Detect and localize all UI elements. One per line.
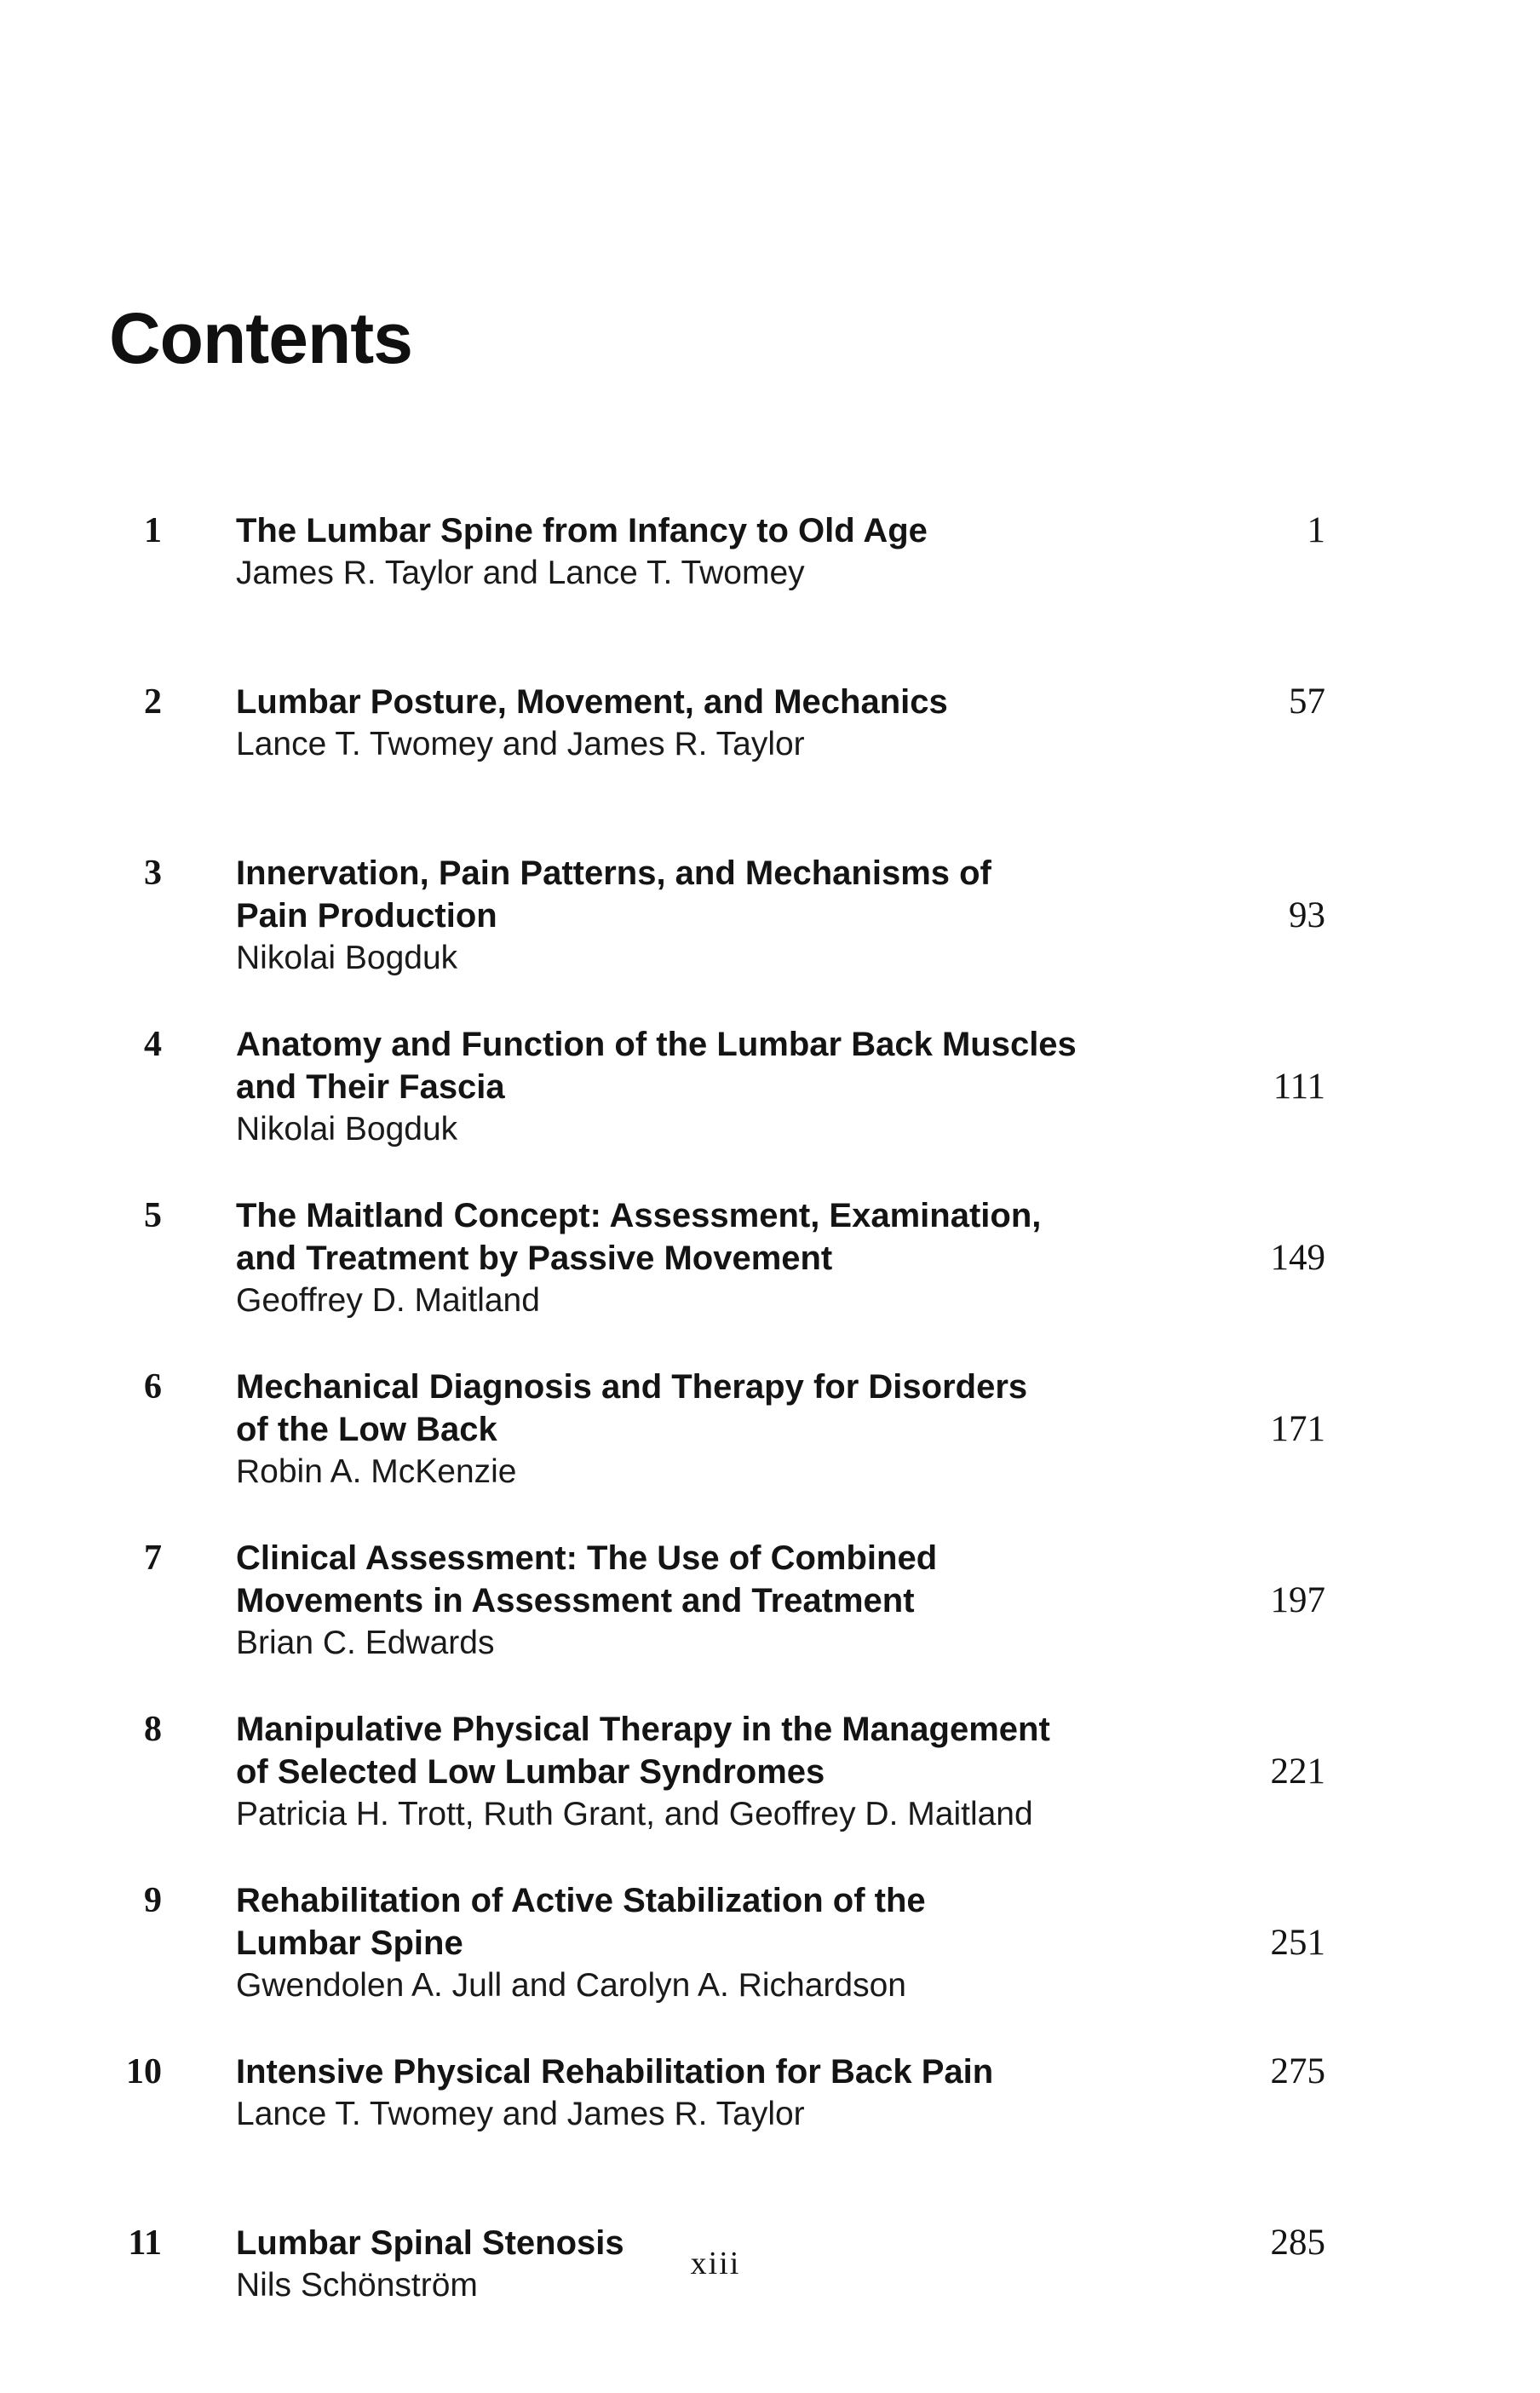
chapter-title-line: The Maitland Concept: Assessment, Examination, (236, 1197, 1042, 1234)
chapter-title-line: Rehabilitation of Active Stabilization of the (236, 1882, 926, 1919)
chapter-number: 7 (144, 1539, 162, 1578)
chapter-author: Lance T. Twomey and James R. Taylor (236, 2096, 805, 2132)
chapter-details (236, 1023, 1258, 1151)
chapter-details (236, 852, 1258, 980)
chapter-title-line: Lumbar Posture, Movement, and Mechanics (236, 683, 948, 721)
chapter-author: James R. Taylor and Lance T. Twomey (236, 555, 805, 591)
chapter-details (236, 1879, 1258, 2007)
toc-entry[interactable] (0, 509, 1540, 681)
toc-entry[interactable] (0, 1366, 1540, 1537)
chapter-number: 2 (144, 682, 162, 722)
toc-entry[interactable] (0, 852, 1540, 1023)
chapter-details (236, 1194, 1258, 1322)
chapter-details (236, 509, 1258, 595)
chapter-author: Patricia H. Trott, Ruth Grant, and Geoffrey D. Maitland (236, 1796, 1033, 1832)
toc-entry[interactable] (0, 2051, 1540, 2222)
chapter-title-line: Innervation, Pain Patterns, and Mechanisms of (236, 854, 991, 892)
chapter-details (236, 681, 1258, 766)
chapter-title-line: Manipulative Physical Therapy in the Management (236, 1711, 1050, 1748)
chapter-page-number: 149 (1270, 1238, 1325, 1278)
chapter-number: 3 (144, 854, 162, 893)
toc-entry[interactable] (0, 1194, 1540, 1366)
chapter-number: 9 (144, 1881, 162, 1920)
chapter-number: 6 (144, 1367, 162, 1406)
chapter-title-line: and Their Fascia (236, 1068, 505, 1106)
chapter-page-number: 1 (1307, 510, 1325, 550)
chapter-title-line: and Treatment by Passive Movement (236, 1240, 833, 1277)
chapter-page-number: 111 (1273, 1067, 1325, 1107)
chapter-author: Robin A. McKenzie (236, 1453, 517, 1490)
toc-entry[interactable] (0, 681, 1540, 852)
chapter-title-line: Lumbar Spine (236, 1924, 463, 1962)
chapter-number: 1 (144, 511, 162, 550)
chapter-author: Nils Schönström (236, 2267, 478, 2304)
chapter-page-number: 57 (1289, 682, 1325, 722)
chapter-number: 4 (144, 1025, 162, 1064)
chapter-page-number: 221 (1270, 1752, 1325, 1792)
chapter-author: Brian C. Edwards (236, 1625, 495, 1661)
chapter-author: Geoffrey D. Maitland (236, 1282, 540, 1319)
chapter-title-line: of Selected Low Lumbar Syndromes (236, 1753, 825, 1791)
chapter-page-number: 285 (1270, 2223, 1325, 2263)
page-folio: xiii (690, 2246, 741, 2281)
chapter-title-line: Anatomy and Function of the Lumbar Back Muscles (236, 1026, 1077, 1063)
chapter-title-line: Pain Production (236, 897, 497, 935)
table-of-contents (0, 509, 1540, 2393)
chapter-author: Lance T. Twomey and James R. Taylor (236, 726, 805, 762)
chapter-author: Nikolai Bogduk (236, 940, 458, 976)
chapter-page-number: 171 (1270, 1409, 1325, 1449)
chapter-title-line: Intensive Physical Rehabilitation for Back Pain (236, 2053, 994, 2091)
chapter-number: 5 (144, 1196, 162, 1235)
chapter-title-line: Clinical Assessment: The Use of Combined (236, 1539, 938, 1577)
chapter-number: 10 (126, 2052, 162, 2091)
chapter-number: 8 (144, 1710, 162, 1749)
toc-entry[interactable] (0, 1708, 1540, 1879)
chapter-title-line: Movements in Assessment and Treatment (236, 1582, 915, 1619)
chapter-page-number: 197 (1270, 1580, 1325, 1620)
page-title: Contents (109, 298, 412, 378)
chapter-page-number: 275 (1270, 2051, 1325, 2091)
chapter-author: Nikolai Bogduk (236, 1111, 458, 1148)
chapter-title-line: Mechanical Diagnosis and Therapy for Disorders (236, 1368, 1028, 1406)
chapter-title-line: The Lumbar Spine from Infancy to Old Age (236, 512, 928, 549)
toc-entry[interactable] (0, 1879, 1540, 2051)
chapter-details (236, 2051, 1258, 2136)
chapter-title-line: of the Low Back (236, 1411, 497, 1448)
chapter-page-number: 93 (1289, 895, 1325, 935)
chapter-title-line: Lumbar Spinal Stenosis (236, 2224, 624, 2262)
chapter-page-number: 251 (1270, 1923, 1325, 1963)
chapter-details (236, 1708, 1258, 1836)
toc-entry[interactable] (0, 1023, 1540, 1194)
toc-entry[interactable] (0, 1537, 1540, 1708)
chapter-details (236, 1366, 1258, 1493)
chapter-author: Gwendolen A. Jull and Carolyn A. Richardson (236, 1967, 906, 2004)
chapter-number: 11 (128, 2223, 162, 2263)
chapter-details (236, 1537, 1258, 1665)
